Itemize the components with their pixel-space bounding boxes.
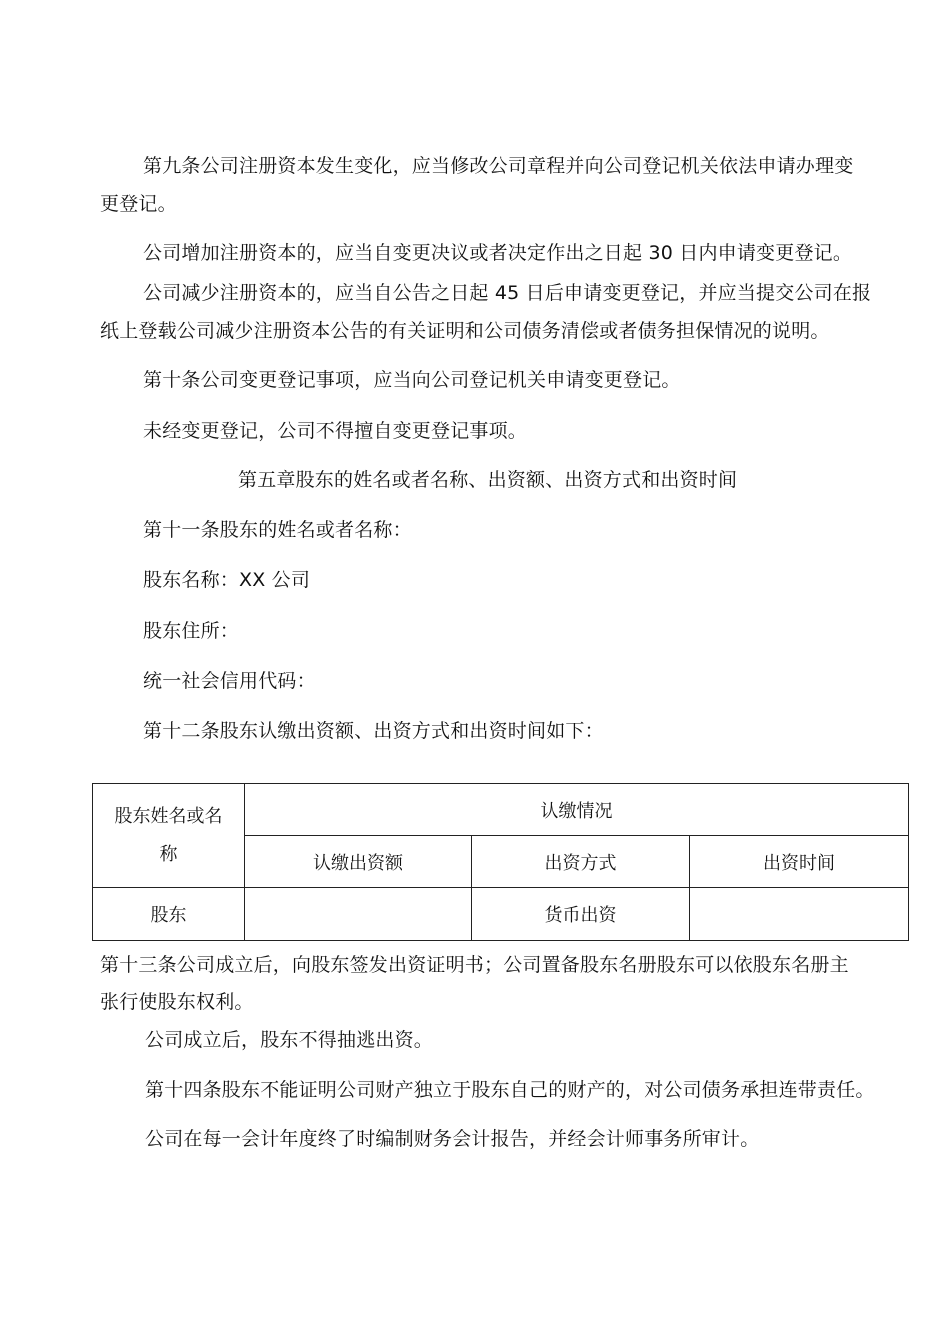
header-subscription-group: 认缴情况 <box>245 784 909 836</box>
article-10: 第十条公司变更登记事项，应当向公司登记机关申请变更登记。 <box>143 369 681 391</box>
header-shareholder-name <box>93 784 245 888</box>
reduce-capital-line1: 公司减少注册资本的，应当自公告之日起 45 日后申请变更登记，并应当提交公司在报 <box>143 282 872 304</box>
increase-capital-paragraph: 公司增加注册资本的，应当自变更决议或者决定作出之日起 30 日内申请变更登记。 <box>143 242 853 264</box>
no-unauthorized-change: 未经变更登记，公司不得擅自变更登记事项。 <box>143 420 528 442</box>
header-shareholder-name-line1: 股东姓名或名 <box>114 805 223 827</box>
article-11: 第十一条股东的姓名或者名称： <box>143 519 412 541</box>
table-row <box>93 888 909 941</box>
cell-time <box>690 888 909 941</box>
no-withdrawal: 公司成立后，股东不得抽逃出资。 <box>145 1029 434 1051</box>
shareholder-address: 股东住所： <box>143 620 240 642</box>
header-shareholder-name-line2: 称 <box>159 843 178 865</box>
cell-amount <box>245 888 472 941</box>
annual-audit: 公司在每一会计年度终了时编制财务会计报告，并经会计师事务所审计。 <box>145 1128 760 1150</box>
credit-code: 统一社会信用代码： <box>143 670 316 692</box>
subscription-table <box>92 783 909 941</box>
cell-shareholder: 股东 <box>93 888 245 941</box>
cell-method: 货币出资 <box>472 888 690 941</box>
header-contribution-time: 出资时间 <box>690 836 909 888</box>
header-contribution-method: 出资方式 <box>472 836 690 888</box>
table-header-row <box>93 784 909 836</box>
shareholder-name: 股东名称：XX 公司 <box>143 569 311 591</box>
article-14: 第十四条股东不能证明公司财产独立于股东自己的财产的，对公司债务承担连带责任。 <box>145 1079 875 1101</box>
article-9-line1: 第九条公司注册资本发生变化，应当修改公司章程并向公司登记机关依法申请办理变 <box>143 155 854 177</box>
article-9-line2: 更登记。 <box>100 193 177 215</box>
chapter-5-title: 第五章股东的姓名或者名称、出资额、出资方式和出资时间 <box>238 469 738 491</box>
article-13-line2: 张行使股东权利。 <box>100 991 254 1013</box>
article-12: 第十二条股东认缴出资额、出资方式和出资时间如下： <box>143 720 604 742</box>
reduce-capital-line2: 纸上登载公司减少注册资本公告的有关证明和公司债务清偿或者债务担保情况的说明。 <box>100 320 830 342</box>
article-13-line1: 第十三条公司成立后，向股东签发出资证明书；公司置备股东名册股东可以依股东名册主 <box>100 954 849 976</box>
header-subscribed-amount: 认缴出资额 <box>245 836 472 888</box>
